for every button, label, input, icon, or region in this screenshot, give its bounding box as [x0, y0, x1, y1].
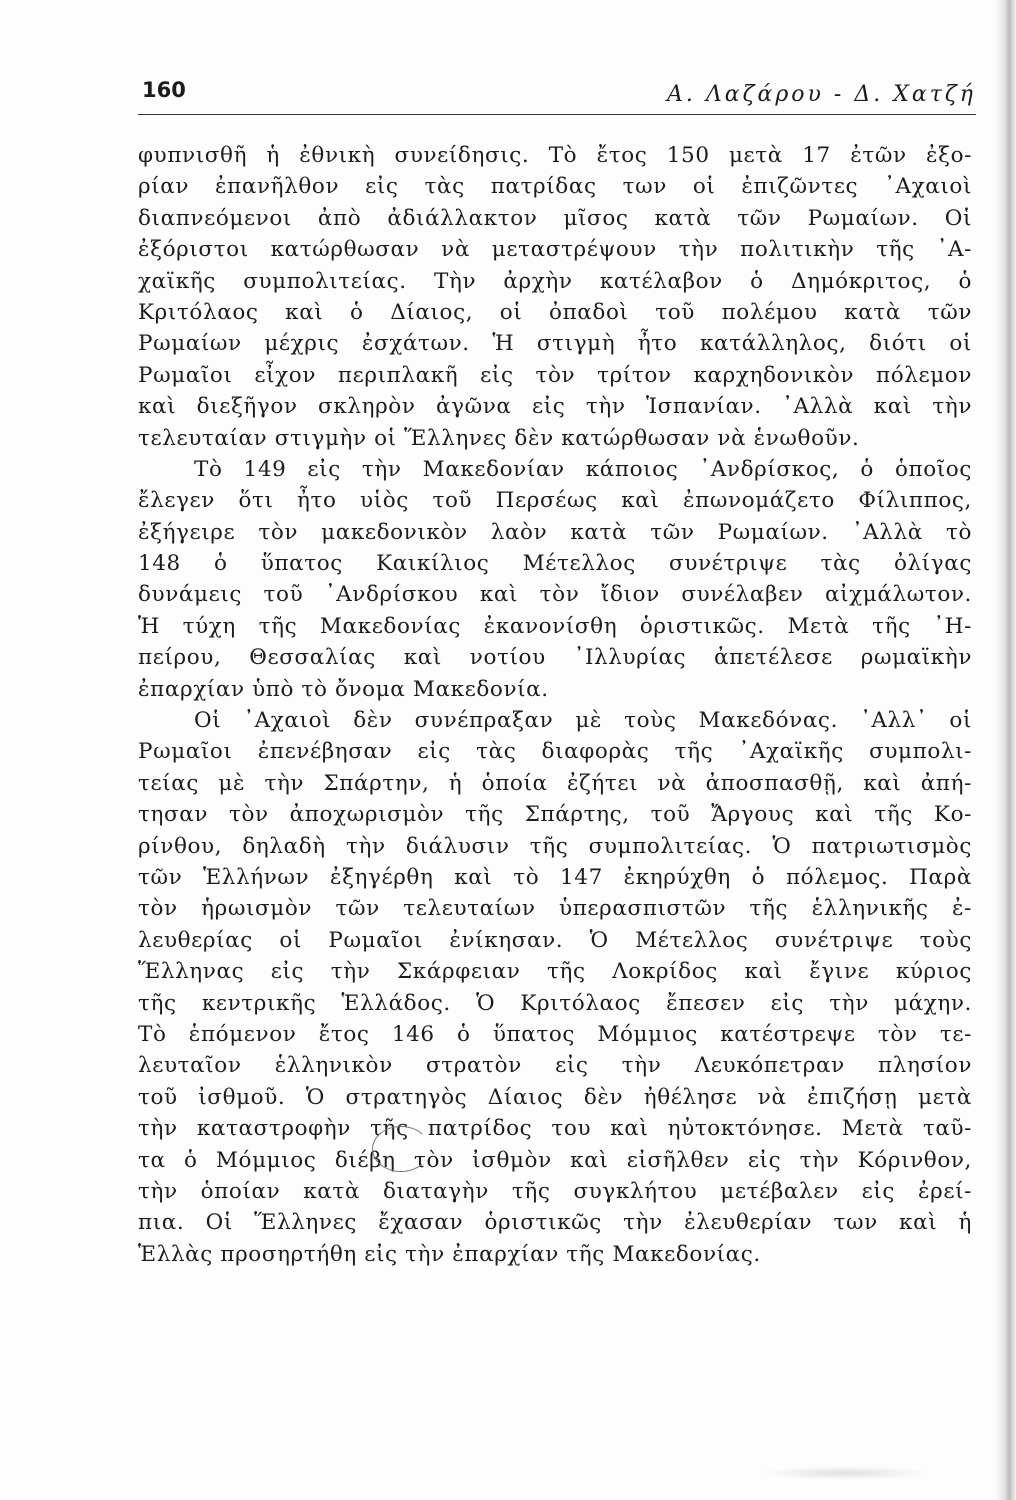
text-line: Ρωμαῖοι εἶχον περιπλακῆ εἰς τὸν τρίτον καρχηδονικὸν πόλεμον — [138, 362, 972, 388]
text-line: τα ὁ Μόμμιος διέβη τὸν ἰσθμὸν καὶ εἰσῆλθεν εἰς τὴν Κόρινθον, — [138, 1147, 972, 1173]
text-line: ἐξήγειρε τὸν μακεδονικὸν λαὸν κατὰ τῶν Ρωμαίων. ᾿Αλλὰ τὸ — [138, 519, 972, 545]
text-line: τησαν τὸν ἀποχωρισμὸν τῆς Σπάρτης, τοῦ Ἄργους καὶ τῆς Κο- — [138, 802, 972, 828]
text-line: Ἑλλὰς προσηρτήθη εἰς τὴν ἐπαρχίαν τῆς Μακεδονίας. — [138, 1241, 761, 1267]
text-line: χαϊκῆς συμπολιτείας. Τὴν ἀρχὴν κατέλαβον ὁ Δημόκριτος, ὁ — [138, 268, 972, 294]
text-line: ἐπαρχίαν ὑπὸ τὸ ὄνομα Μακεδονία. — [138, 676, 549, 702]
text-line: τὴν ὁποίαν κατὰ διαταγὴν τῆς συγκλήτου μετέβαλεν εἰς ἐρεί- — [138, 1178, 972, 1204]
text-line: πια. Οἱ Ἕλληνες ἔχασαν ὁριστικῶς τὴν ἐλευθερίαν των καὶ ἡ — [138, 1210, 972, 1236]
text-line: τὸν ἡρωισμὸν τῶν τελευταίων ὑπερασπιστῶν τῆς ἑλληνικῆς ἐ- — [138, 896, 972, 922]
text-line: τελευταίαν στιγμὴν οἱ Ἕλληνες δὲν κατώρθωσαν νὰ ἑνωθοῦν. — [138, 425, 860, 451]
text-line: τοῦ ἰσθμοῦ. Ὁ στρατηγὸς Δίαιος δὲν ἠθέλησε νὰ ἐπιζήσῃ μετὰ — [138, 1084, 972, 1110]
text-line: Κριτόλαος καὶ ὁ Δίαιος, οἱ ὀπαδοὶ τοῦ πολέμου κατὰ τῶν — [138, 299, 972, 325]
text-line: διαπνεόμενοι ἀπὸ ἀδιάλλακτον μῖσος κατὰ τῶν Ρωμαίων. Οἱ — [138, 205, 972, 231]
text-line: τὴν καταστροφὴν τῆς πατρίδος του καὶ ηὐτοκτόνησε. Μετὰ ταῦ- — [138, 1116, 972, 1142]
pencil-circle-mark — [372, 1126, 430, 1172]
text-line: καὶ διεξῆγον σκληρὸν ἀγῶνα εἰς τὴν Ἱσπανίαν. ᾿Αλλὰ καὶ τὴν — [138, 394, 972, 420]
text-line: δυνάμεις τοῦ ᾿Ανδρίσκου καὶ τὸν ἴδιον συνέλαβεν αἰχμάλωτον. — [138, 582, 972, 608]
text-line: Ἕλληνας εἰς τὴν Σκάρφειαν τῆς Λοκρίδος καὶ ἔγινε κύριος — [138, 959, 972, 985]
body-text — [138, 140, 972, 1270]
text-line: λευθερίας οἱ Ρωμαῖοι ἐνίκησαν. Ὁ Μέτελλος συνέτριψε τοὺς — [138, 927, 972, 953]
text-line: ἔλεγεν ὅτι ἦτο υἱὸς τοῦ Περσέως καὶ ἐπωνομάζετο Φίλιππος, — [138, 488, 972, 514]
pencil-smudge — [760, 1466, 930, 1480]
text-line: λευταῖον ἑλληνικὸν στρατὸν εἰς τὴν Λευκόπετραν πλησίον — [138, 1053, 972, 1079]
text-line: 148 ὁ ὕπατος Καικίλιος Μέτελλος συνέτριψε τὰς ὀλίγας — [138, 551, 972, 577]
header-rule — [138, 114, 976, 115]
text-line: ρίαν ἐπανῆλθον εἰς τὰς πατρίδας των οἱ ἐπιζῶντες ᾿Αχαιοὶ — [138, 174, 972, 200]
text-line: ἐξόριστοι κατώρθωσαν νὰ μεταστρέψουν τὴν πολιτικὴν τῆς ᾿Α- — [138, 237, 972, 263]
scan-edge-shadow — [994, 0, 1016, 1500]
page-number: 160 — [142, 78, 186, 102]
text-line: Οἱ ᾿Αχαιοὶ δὲν συνέπραξαν μὲ τοὺς Μακεδόνας. ᾿Αλλ᾿ οἱ — [194, 708, 972, 734]
text-line: Ρωμαίων μέχρις ἐσχάτων. Ἡ στιγμὴ ἦτο κατάλληλος, διότι οἱ — [138, 331, 972, 357]
text-line: Ἡ τύχη τῆς Μακεδονίας ἐκανονίσθη ὁριστικῶς. Μετὰ τῆς ᾿Η- — [138, 613, 972, 639]
text-line: τῶν Ἑλλήνων ἐξηγέρθη καὶ τὸ 147 ἐκηρύχθη ὁ πόλεμος. Παρὰ — [138, 864, 972, 890]
text-line: τείας μὲ τὴν Σπάρτην, ἡ ὁποία ἐζήτει νὰ ἀποσπασθῇ, καὶ ἀπή- — [138, 770, 972, 796]
text-line: ρίνθου, δηλαδὴ τὴν διάλυσιν τῆς συμπολιτείας. Ὁ πατριωτισμὸς — [138, 833, 972, 859]
text-line: πείρου, Θεσσαλίας καὶ νοτίου ᾿Ιλλυρίας ἀπετέλεσε ρωμαϊκὴν — [138, 645, 972, 671]
running-title: Α. Λαζάρου - Δ. Χατζή — [666, 82, 976, 107]
text-line: φυπνισθῆ ἡ ἐθνικὴ συνείδησις. Τὸ ἔτος 150 μετὰ 17 ἐτῶν ἐξο- — [138, 143, 972, 168]
text-line: Ρωμαῖοι ἐπενέβησαν εἰς τὰς διαφορὰς τῆς ᾿Αχαϊκῆς συμπολι- — [138, 739, 972, 765]
text-line: Τὸ ἑπόμενον ἔτος 146 ὁ ὕπατος Μόμμιος κατέστρεψε τὸν τε- — [138, 1021, 972, 1047]
page-header — [138, 74, 976, 114]
text-line: Τὸ 149 εἰς τὴν Μακεδονίαν κάποιος ᾿Ανδρίσκος, ὁ ὁποῖος — [194, 456, 972, 482]
text-line: τῆς κεντρικῆς Ἑλλάδος. Ὁ Κριτόλαος ἔπεσεν εἰς τὴν μάχην. — [138, 990, 972, 1016]
